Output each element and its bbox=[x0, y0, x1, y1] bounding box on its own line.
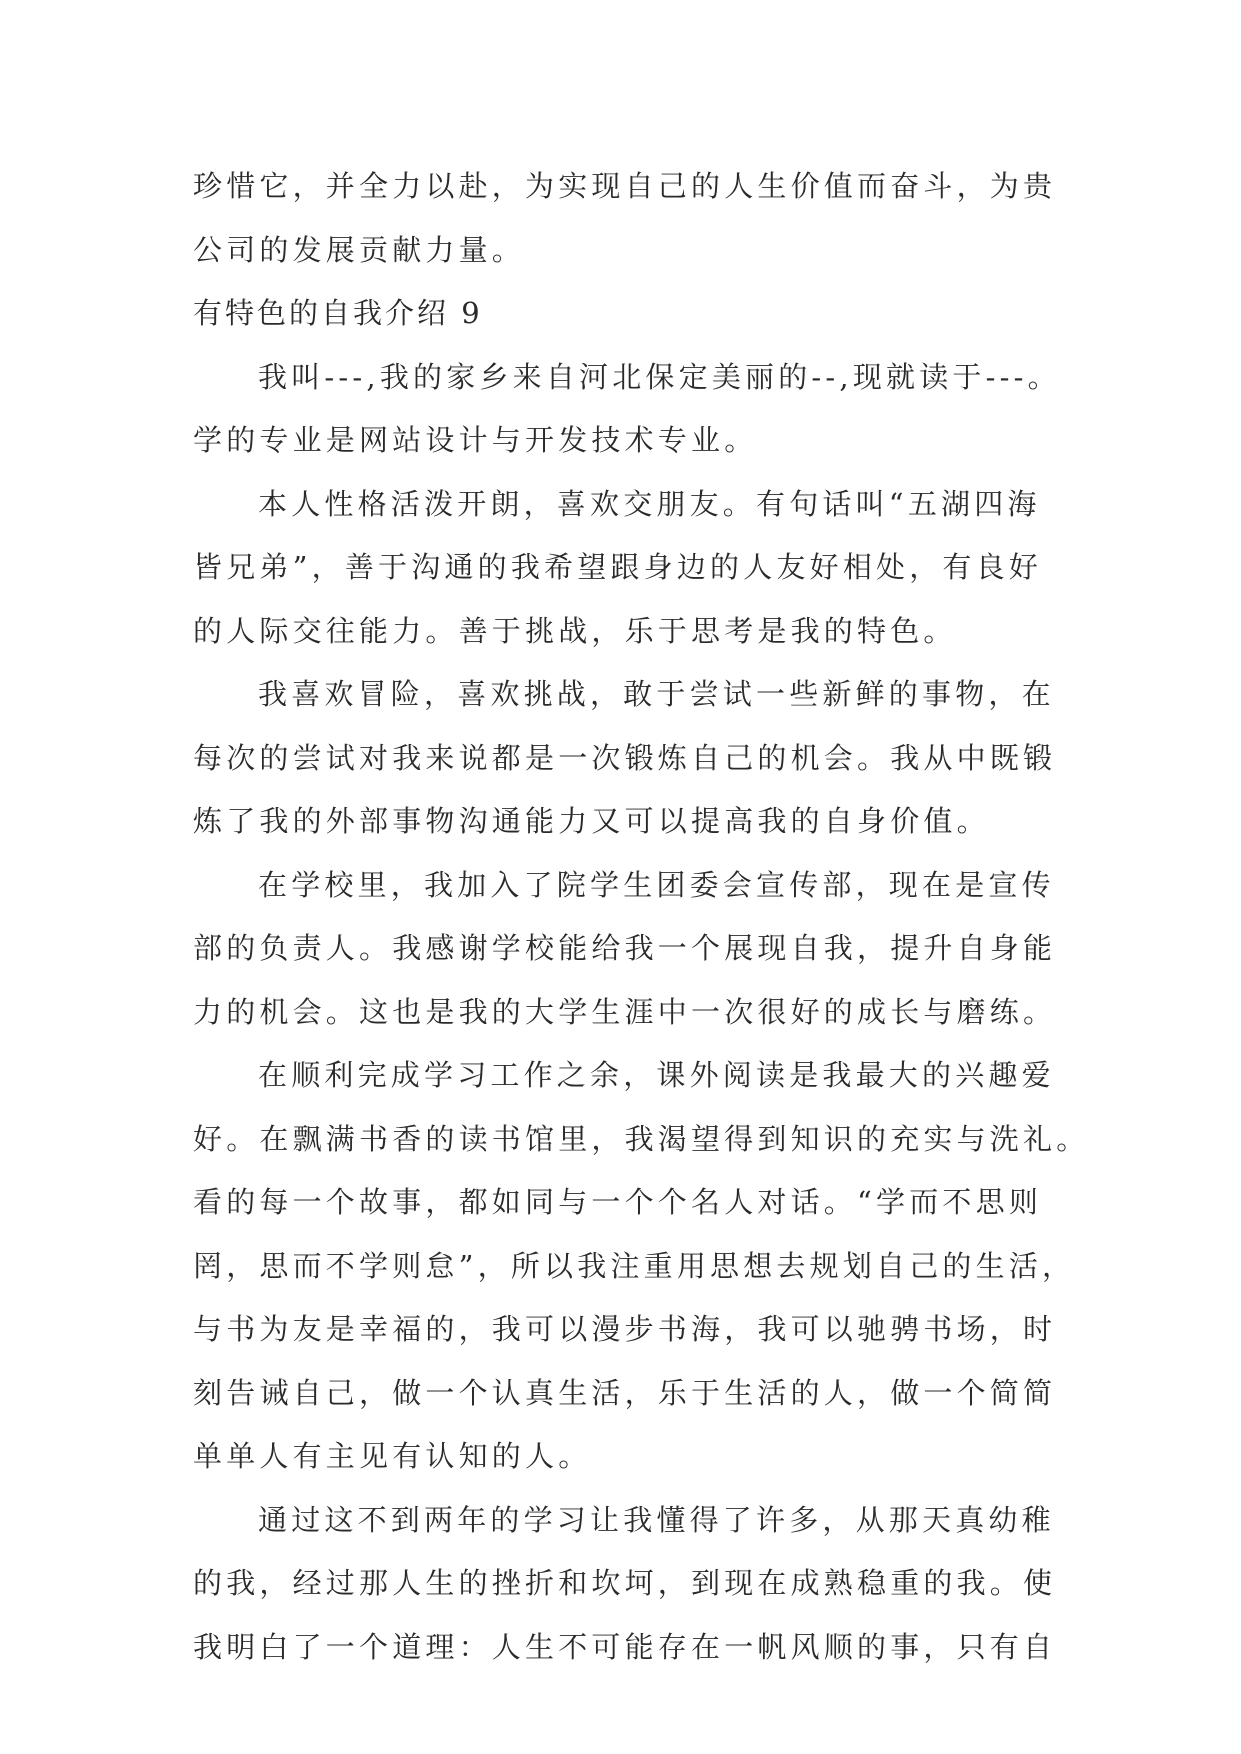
text-line: 皆兄弟”，善于沟通的我希望跟身边的人友好相处，有良好 bbox=[193, 550, 1043, 584]
section-heading: 有特色的自我介绍 9 bbox=[193, 296, 483, 330]
text-line: 好。在飘满书香的读书馆里，我渴望得到知识的充实与洗礼。 bbox=[193, 1121, 1090, 1156]
text-line: 我明白了一个道理：人生不可能存在一帆风顺的事，只有自 bbox=[193, 1629, 1057, 1664]
document-page bbox=[193, 155, 1090, 1679]
paragraph-first-line: 本人性格活泼开朗，喜欢交朋友。有句话叫“五湖四海 bbox=[258, 486, 1041, 521]
text-line: 部的负责人。我感谢学校能给我一个展现自我，提升自身能 bbox=[193, 931, 1057, 965]
text-line: 罔，思而不学则怠”，所以我注重用思想去规划自己的生活， bbox=[193, 1248, 1076, 1283]
text-line: 刻告诫自己，做一个认真生活，乐于生活的人，做一个简简 bbox=[193, 1375, 1057, 1410]
text-line: 炼了我的外部事物沟通能力又可以提高我的自身价值。 bbox=[193, 804, 990, 838]
text-line: 力的机会。这也是我的大学生涯中一次很好的成长与磨练。 bbox=[193, 994, 1057, 1029]
text-line: 看的每一个故事，都如同与一个个名人对话。“学而不思则 bbox=[193, 1185, 1043, 1219]
paragraph-first-line: 在顺利完成学习工作之余，课外阅读是我最大的兴趣爱 bbox=[258, 1058, 1055, 1092]
text-line: 珍惜它，并全力以赴，为实现自己的人生价值而奋斗，为贵 bbox=[193, 169, 1057, 203]
text-line: 的人际交往能力。善于挑战，乐于思考是我的特色。 bbox=[193, 613, 957, 648]
text-line: 的我，经过那人生的挫折和坎坷，到现在成熟稳重的我。使 bbox=[193, 1566, 1057, 1600]
paragraph-first-line: 通过这不到两年的学习让我懂得了许多，从那天真幼稚 bbox=[258, 1502, 1055, 1537]
text-line: 每次的尝试对我来说都是一次锻炼自己的机会。我从中既锻 bbox=[193, 740, 1057, 775]
paragraph-first-line: 我喜欢冒险，喜欢挑战，敢于尝试一些新鲜的事物，在 bbox=[258, 677, 1055, 711]
text-line: 单单人有主见有认知的人。 bbox=[193, 1439, 592, 1473]
paragraph-first-line: 我叫---,我的家乡来自河北保定美丽的--,现就读于---。 bbox=[258, 359, 1061, 394]
text-line: 公司的发展贡献力量。 bbox=[193, 232, 526, 267]
text-line: 学的专业是网站设计与开发技术专业。 bbox=[193, 423, 758, 457]
paragraph-first-line: 在学校里，我加入了院学生团委会宣传部，现在是宣传 bbox=[258, 867, 1055, 902]
text-line: 与书为友是幸福的，我可以漫步书海，我可以驰骋书场，时 bbox=[193, 1312, 1057, 1346]
